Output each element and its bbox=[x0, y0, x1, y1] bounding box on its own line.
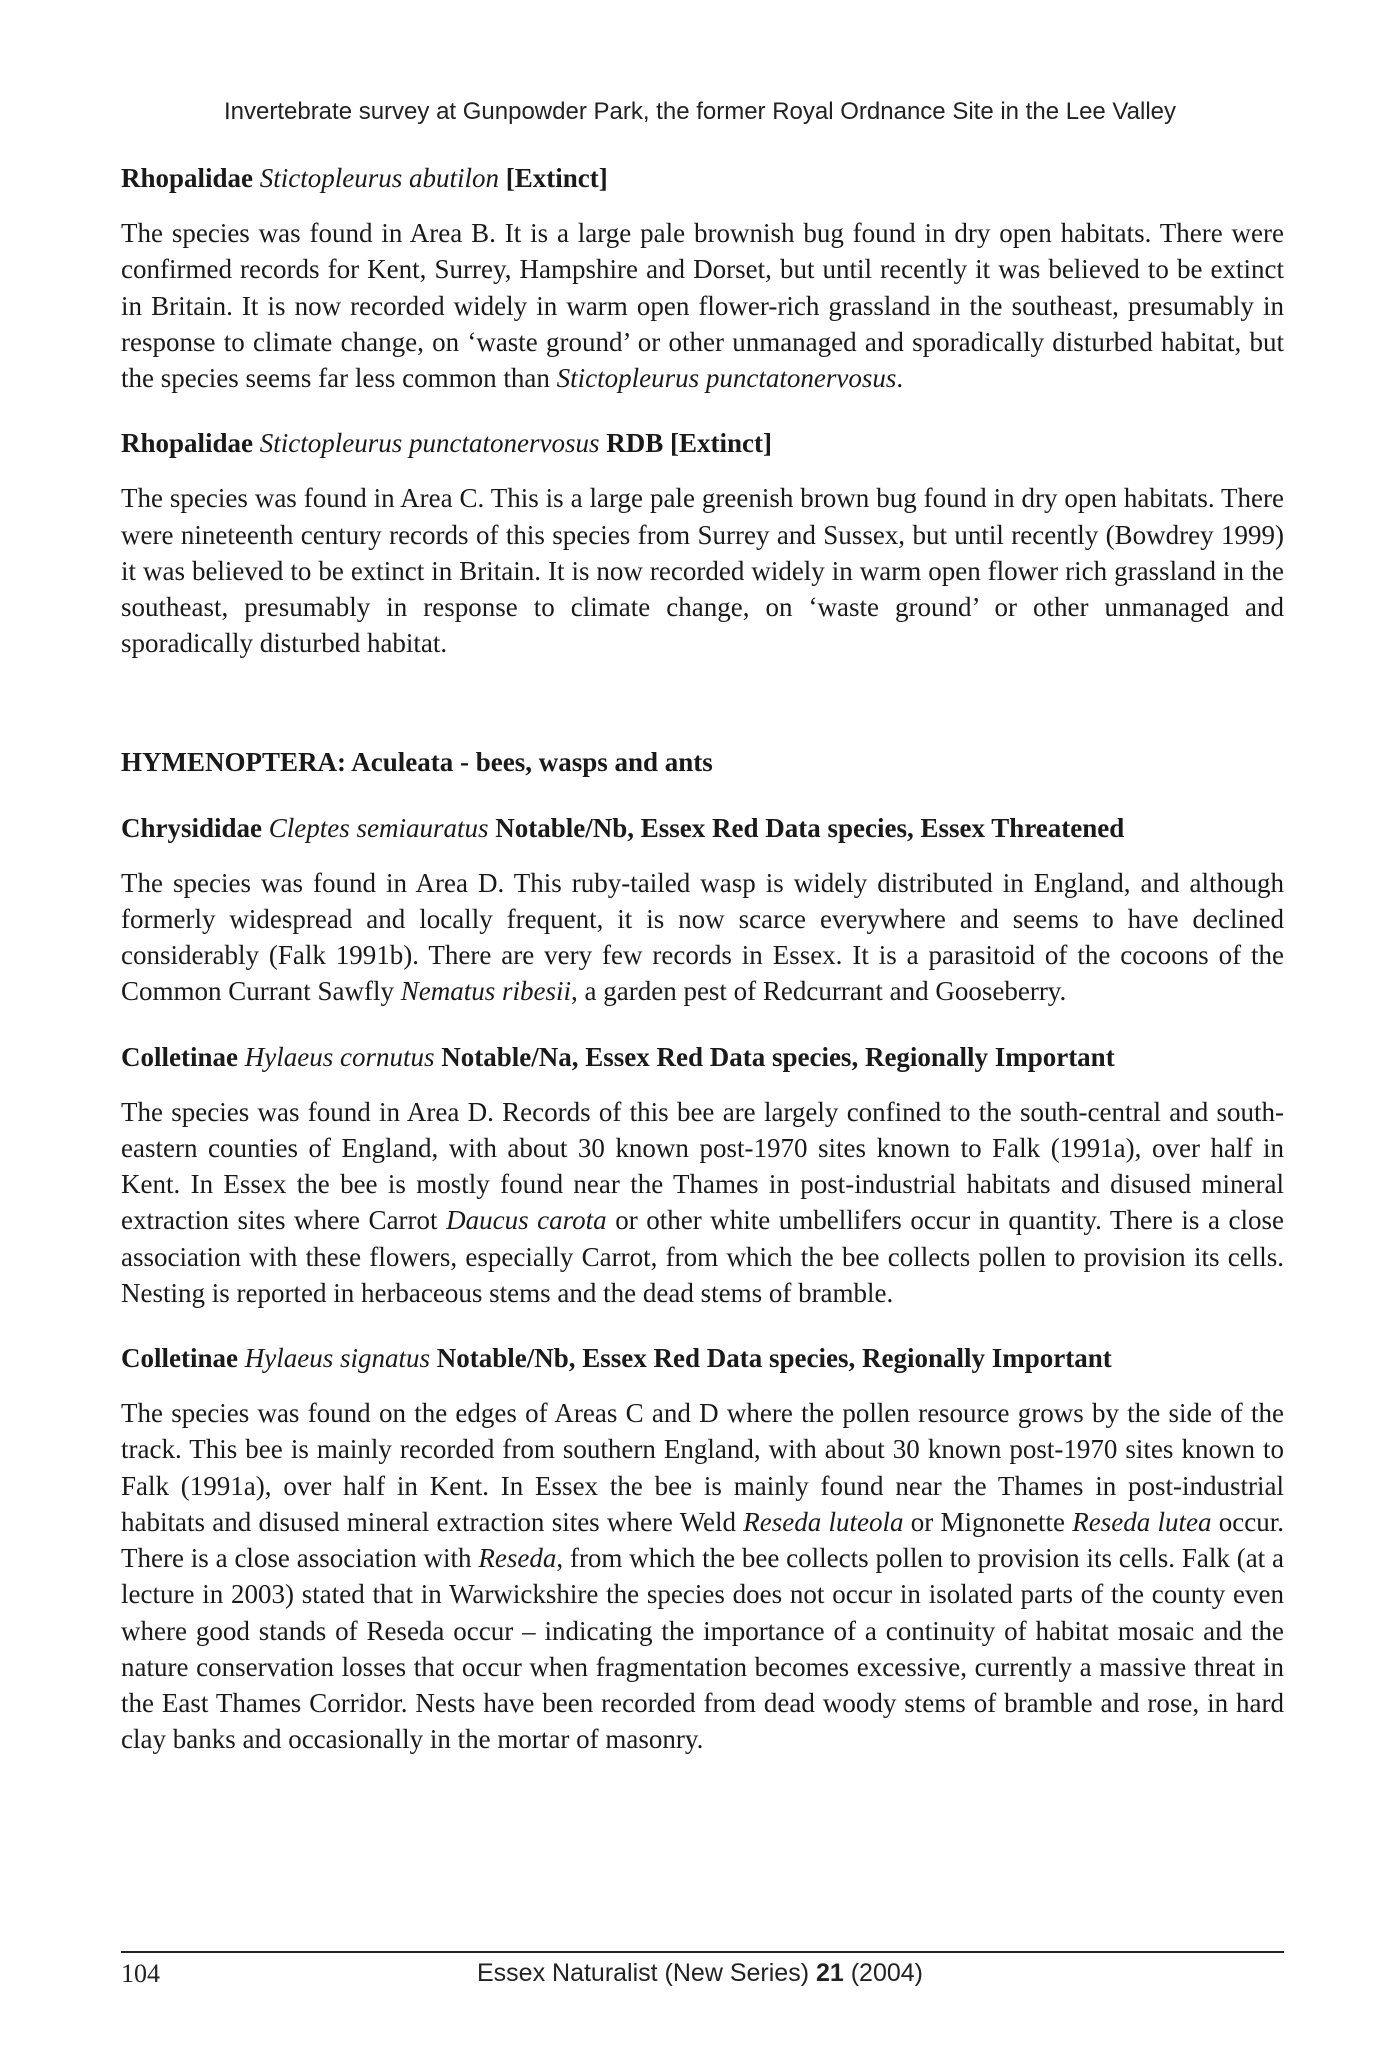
text-run: or other white umbellifers occur in quantity. There is a close association with these flowers, especially Carrot, from which the bee collects pollen to provision its cells. Nesting is reported in herbaceous stems and the dead stems of bramble. bbox=[121, 1205, 1285, 1308]
text-run: occur. There is a close association with bbox=[121, 1506, 1284, 1574]
family-name: Rhopalidae bbox=[121, 428, 254, 459]
species-name: Hylaeus cornutus bbox=[244, 1041, 435, 1072]
italic-species: Nematus ribesii bbox=[400, 976, 571, 1007]
italic-species: Reseda lutea bbox=[1072, 1506, 1212, 1537]
journal-citation bbox=[0, 1959, 1400, 1988]
conservation-status: RDB [Extinct] bbox=[606, 428, 772, 459]
text-run: , a garden pest of Redcurrant and Gooseberry. bbox=[571, 976, 1067, 1007]
conservation-status: Notable/Nb, Essex Red Data species, Essex Threatened bbox=[495, 812, 1125, 843]
species-paragraph bbox=[121, 480, 1284, 661]
family-name: Colletinae bbox=[121, 1041, 238, 1072]
species-paragraph bbox=[121, 215, 1284, 396]
text-run: The species was found in Area C. This is a large pale greenish brown bug found in dry open habitats. There were nineteenth century records of this species from Surrey and Sussex, but until recently (Bowdrey 1999) it was believed to be extinct in Britain. It is now recorded widely in warm open flower rich grassland in the southeast, presumably in response to climate change, on ‘waste ground’ or other unmanaged and sporadically disturbed habitat. bbox=[121, 483, 1284, 659]
journal-name: Essex Naturalist (New Series) bbox=[476, 1959, 810, 1987]
family-name: Chrysididae bbox=[121, 812, 263, 843]
footer-rule bbox=[121, 1951, 1284, 1953]
conservation-status: [Extinct] bbox=[505, 163, 608, 193]
italic-species: Stictopleurus punctatonervosus bbox=[556, 363, 897, 394]
species-paragraph bbox=[121, 1395, 1284, 1757]
species-heading bbox=[121, 425, 1284, 461]
species-heading bbox=[121, 160, 1284, 196]
species-paragraph bbox=[121, 1094, 1284, 1311]
text-run: . bbox=[896, 363, 904, 394]
species-heading bbox=[121, 810, 1284, 846]
group-heading: HYMENOPTERA: Aculeata - bees, wasps and ants bbox=[121, 747, 713, 778]
species-heading bbox=[121, 1340, 1284, 1376]
journal-volume: 21 bbox=[815, 1959, 844, 1987]
species-heading bbox=[121, 1039, 1284, 1075]
page-number: 104 bbox=[121, 1959, 160, 1988]
italic-species: Reseda luteola bbox=[743, 1506, 904, 1537]
text-run: , from which the bee collects pollen to provision its cells. Falk (at a lecture in 2003) stated that in Warwickshire the species does not occur in isolated parts of the county even where good stands of Reseda occur – indicating the importance of a continuity of habitat mosaic and the nature conservation losses that occur when fragmentation becomes excessive, currently a massive threat in the East Thames Corridor. Nests have been recorded from dead woody stems of bramble and rose, in hard clay banks and occasionally in the mortar of masonry. bbox=[121, 1543, 1284, 1755]
species-name: Stictopleurus punctatonervosus bbox=[259, 428, 600, 459]
family-name: Colletinae bbox=[121, 1343, 238, 1374]
italic-species: Reseda bbox=[478, 1543, 557, 1574]
text-run: The species was found in Area D. Records of this bee are largely confined to the south-central and south-eastern counties of England, with about 30 known post-1970 sites known to Falk (1991a), over half in Kent. In Essex the bee is mostly found near the Thames in post-industrial habitats and disused mineral extraction sites where Carrot bbox=[121, 1096, 1284, 1236]
family-name: Rhopalidae bbox=[121, 163, 254, 193]
text-run: The species was found in Area B. It is a large pale brownish bug found in dry open habitats. There were confirmed records for Kent, Surrey, Hampshire and Dorset, but until recently it was believed to be extinct in Britain. It is now recorded widely in warm open flower-rich grassland in the southeast, presumably in response to climate change, on ‘waste ground’ or other unmanaged and sporadically disturbed habitat, but the species seems far less common than bbox=[121, 218, 1284, 394]
text-run: The species was found in Area D. This ruby-tailed wasp is widely distributed in England, and although formerly widespread and locally frequent, it is now scarce everywhere and seems to have declined considerably (Falk 1991b). There are very few records in Essex. It is a parasitoid of the cocoons of the Common Currant Sawfly bbox=[121, 867, 1284, 1007]
conservation-status: Notable/Nb, Essex Red Data species, Regionally Important bbox=[436, 1343, 1112, 1374]
conservation-status: Notable/Na, Essex Red Data species, Regionally Important bbox=[441, 1041, 1115, 1072]
journal-year: (2004) bbox=[850, 1959, 923, 1987]
article-body bbox=[121, 160, 1284, 1757]
running-header: Invertebrate survey at Gunpowder Park, the former Royal Ordnance Site in the Lee Valley bbox=[223, 98, 1177, 125]
species-name: Cleptes semiauratus bbox=[268, 812, 489, 843]
text-run: or Mignonette bbox=[903, 1506, 1073, 1537]
species-name: Hylaeus signatus bbox=[244, 1343, 430, 1374]
species-paragraph bbox=[121, 865, 1284, 1010]
species-name: Stictopleurus abutilon bbox=[259, 163, 500, 193]
text-run: The species was found on the edges of Areas C and D where the pollen resource grows by the side of the track. This bee is mainly recorded from southern England, with about 30 known post-1970 sites known to Falk (1991a), over half in Kent. In Essex the bee is mainly found near the Thames in post-industrial habitats and disused mineral extraction sites where Weld bbox=[121, 1398, 1284, 1537]
italic-species: Daucus carota bbox=[446, 1205, 607, 1236]
